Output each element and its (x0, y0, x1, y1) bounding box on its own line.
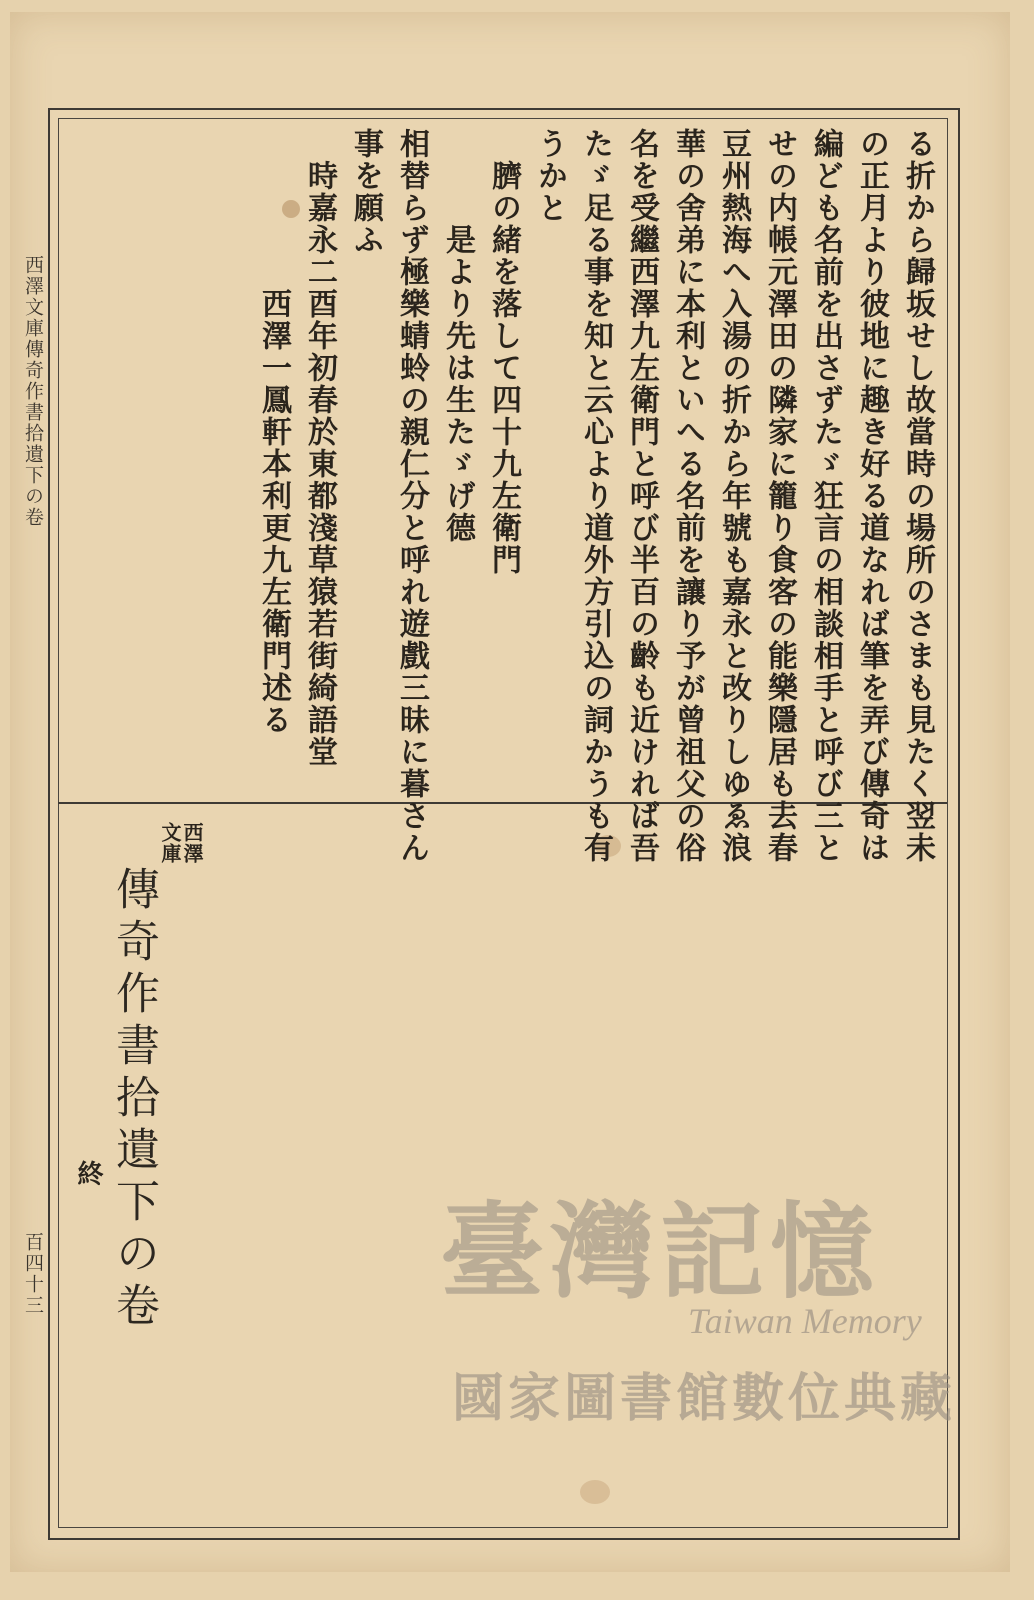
series-label-line1: 西澤 (180, 822, 204, 864)
watermark-chinese: 國家圖書館數位典藏 (452, 1369, 957, 1429)
closing-title-block (73, 822, 204, 1334)
text-column: 名を受繼西澤九左衛門と呼び半百の齡も近ければ吾 (624, 128, 659, 864)
text-column: 豆州熱海へ入湯の折から年號も嘉永と改りしゆゑ浪 (716, 128, 751, 864)
text-column: 時嘉永二酉年初春於東都淺草猿若街綺語堂 (302, 160, 337, 768)
text-column: 相替らず極樂蜻蛉の親仁分と呼れ遊戲三昧に暮さん (394, 128, 429, 864)
margin-book-title: 西澤文庫傳奇作書拾遺下の卷 (22, 255, 44, 528)
text-column: 編ども名前を出さずたゞ狂言の相談相手と呼び三と (808, 128, 843, 864)
series-label-line2: 文庫 (158, 822, 182, 864)
margin-page-number: 百四十三 (22, 1232, 44, 1316)
text-column: せの内帳元澤田の隣家に籠り食客の能樂隱居も去春 (762, 128, 797, 864)
text-column: 西澤一鳳軒本利更九左衛門述る (256, 288, 291, 736)
text-column: 是より先は生たゞげ德 (440, 224, 475, 544)
text-column: うかと (532, 128, 567, 224)
text-column: 事を願ふ (348, 128, 383, 256)
text-column: 臍の緒を落して四十九左衛門 (486, 160, 521, 576)
end-mark: 終 (73, 1160, 103, 1186)
closing-volume-title: 傳奇作書拾遺下の卷 (108, 866, 159, 1334)
text-column: る折から歸坂せし故當時の場所のさまも見たく翌未 (900, 128, 935, 864)
series-label (159, 822, 203, 864)
watermark-english: Taiwan Memory (688, 1301, 922, 1341)
text-column: の正月より彼地に趣き好る道なれば筆を弄び傳奇は (854, 128, 889, 864)
body-text (250, 128, 940, 864)
text-column: たゞ足る事を知と云心より道外方引込の詞かうも有 (578, 128, 613, 864)
watermark-brush-text: 臺灣記憶 (440, 1190, 881, 1313)
text-column: 華の舍弟に本利といへる名前を讓り予が曾祖父の俗 (670, 128, 705, 864)
